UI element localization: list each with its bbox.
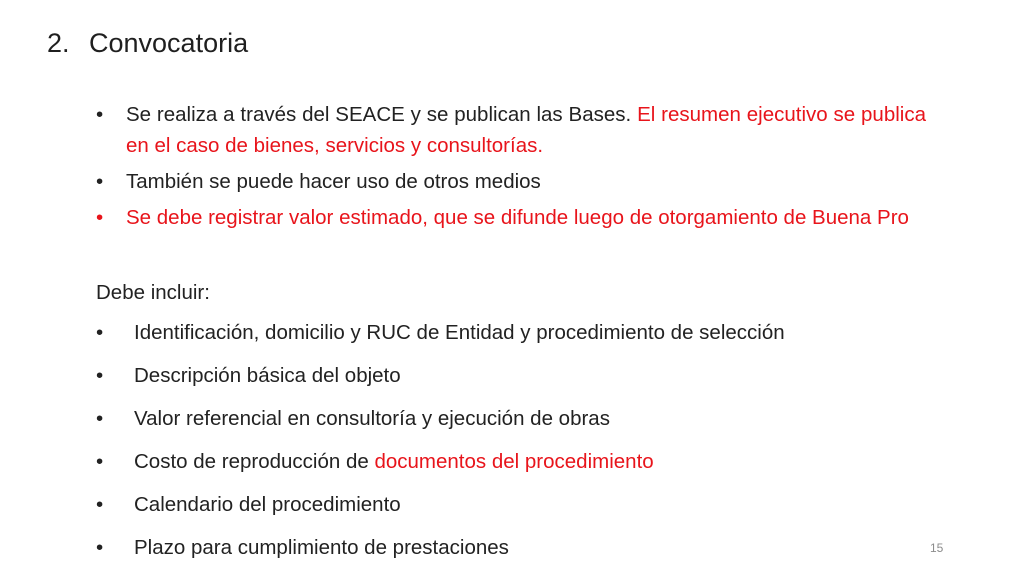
slide-title [47,28,248,59]
item-text: Costo de reproducción de [134,450,375,473]
bullet-dot: • [96,170,104,193]
list-item [96,490,785,533]
bullet-dot: • [96,493,104,516]
bullet-item [96,166,926,197]
item-red-text: documentos del procedimiento [374,450,654,473]
item-text: Calendario del procedimiento [134,493,401,516]
list-item [96,404,785,447]
bullet-red-text: El resumen ejecutivo se publica en el caso de bienes, servicios y consultorías. [126,103,926,157]
bullet-dot: • [96,103,104,126]
bullet-dot: • [96,206,104,229]
bullet-text: Se realiza a través del SEACE y se publican las Bases. [126,103,632,126]
bullet-red-text: Se debe registrar valor estimado, que se difunde luego de otorgamiento de Buena Pro [126,206,909,229]
subheading: Debe incluir: [96,281,210,304]
item-text: Identificación, domicilio y RUC de Entidad y procedimiento de selección [134,321,785,344]
list-item [96,447,785,490]
bullet-dot: • [96,321,104,344]
bullet-dot: • [96,407,104,430]
list-item [96,533,785,576]
item-text: Plazo para cumplimiento de prestaciones [134,536,509,559]
title-text: Convocatoria [89,28,249,58]
requirements-list [96,318,785,576]
item-text: Valor referencial en consultoría y ejecución de obras [134,407,610,430]
bullet-item [96,202,926,233]
page-number: 15 [930,541,944,555]
bullet-dot: • [96,450,104,473]
bullet-text: También se puede hacer uso de otros medios [126,170,541,193]
item-text: Descripción básica del objeto [134,364,401,387]
bullet-dot: • [96,536,104,559]
bullet-item [96,99,926,161]
title-number: 2. [47,28,70,58]
list-item [96,318,785,361]
bullet-dot: • [96,364,104,387]
list-item [96,361,785,404]
main-bullet-list [96,99,926,238]
